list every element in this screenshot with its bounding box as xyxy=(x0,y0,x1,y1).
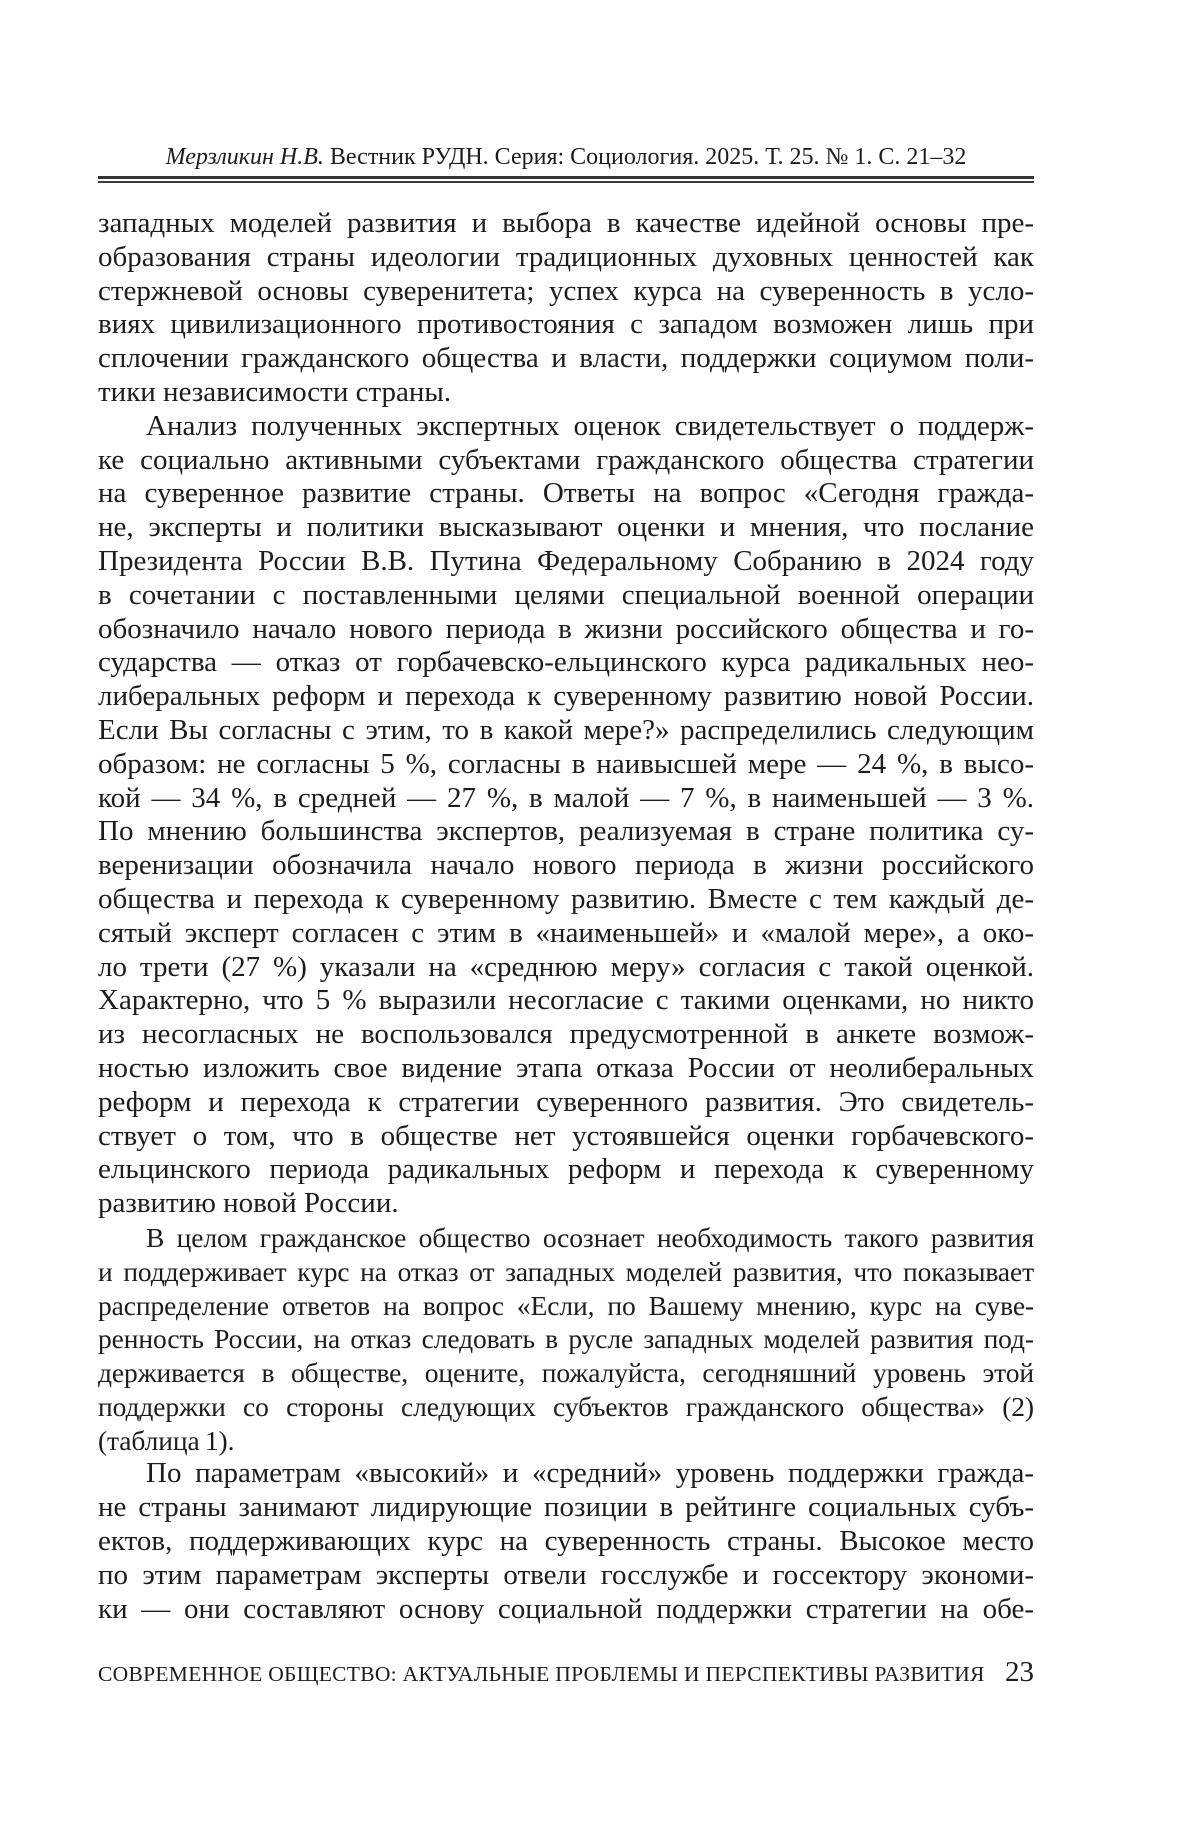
body-line: и поддерживает курс на отказ от западных моделей развития, что показывает xyxy=(98,1255,1034,1287)
body-line: сятый эксперт согласен с этим в «наименьшей» и «малой мере», а око- xyxy=(98,916,1034,949)
body-line: в сочетании с поставленными целями специальной военной операции xyxy=(98,578,1034,611)
body-line: на суверенное развитие страны. Ответы на вопрос «Сегодня гражда- xyxy=(98,477,1034,510)
body-line: распределение ответов на вопрос «Если, по Вашему мнению, курс на суве- xyxy=(98,1289,1034,1321)
header-rule xyxy=(98,176,1034,183)
body-line: ствует о том, что в обществе нет устоявшейся оценки горбачевского- xyxy=(98,1119,1034,1152)
body-line: ки — они составляют основу социальной поддержки стратегии на обе- xyxy=(98,1592,1034,1625)
body-line: стержневой основы суверенитета; успех курса на суверенность в усло- xyxy=(98,274,1034,307)
body-line: По мнению большинства экспертов, реализуемая в стране политика су- xyxy=(98,815,1034,848)
body-line: не страны занимают лидирующие позиции в рейтинге социальных субъ- xyxy=(98,1491,1034,1524)
body-line: По параметрам «высокий» и «средний» уровень поддержки гражда- xyxy=(146,1457,1034,1490)
body-line: В целом гражданское общество осознает необходимость такого развития xyxy=(146,1221,1034,1253)
body-line: поддержки со стороны следующих субъектов гражданского общества» (2) xyxy=(98,1390,1034,1422)
page-footer xyxy=(98,1656,1034,1689)
body-line: ностью изложить свое видение этапа отказа России от неолиберальных xyxy=(98,1051,1034,1084)
body-line: ке социально активными субъектами гражданского общества стратегии xyxy=(98,443,1034,476)
body-line: виях цивилизационного противостояния с западом возможен лишь при xyxy=(98,308,1034,341)
body-line: образования страны идеологии традиционных духовных ценностей как xyxy=(98,240,1034,273)
footer-section-title: СОВРЕМЕННОЕ ОБЩЕСТВО: АКТУАЛЬНЫЕ ПРОБЛЕМЫ И ПЕРСПЕКТИВЫ РАЗВИТИЯ xyxy=(98,1662,985,1686)
footer-page-number: 23 xyxy=(1005,1656,1034,1688)
body-line: не, эксперты и политики высказывают оценки и мнения, что послание xyxy=(98,511,1034,544)
body-line: развитию новой России. xyxy=(98,1187,399,1220)
body-line: обозначило начало нового периода в жизни российского общества и го- xyxy=(98,612,1034,645)
body-line: тики независимости страны. xyxy=(98,375,452,408)
running-header-citation: Вестник РУДН. Серия: Социология. 2025. Т. 25. № 1. С. 21–32 xyxy=(323,144,967,170)
body-line: ренность России, на отказ следовать в русле западных моделей развития под- xyxy=(98,1323,1034,1355)
running-header-author: Мерзликин Н.В. xyxy=(165,144,324,170)
body-line: из несогласных не воспользовался предусмотренной в анкете возмож- xyxy=(98,1018,1034,1051)
body-line: либеральных реформ и перехода к суверенному развитию новой России. xyxy=(98,680,1034,713)
body-line: сударства — отказ от горбачевско-ельцинского курса радикальных нео- xyxy=(98,646,1034,679)
body-line: кой — 34 %, в средней — 27 %, в малой — 7 %, в наименьшей — 3 %. xyxy=(98,781,1034,814)
body-line: ектов, поддерживающих курс на суверенность страны. Высокое место xyxy=(98,1525,1034,1558)
body-line: образом: не согласны 5 %, согласны в наивысшей мере — 24 %, в высо- xyxy=(98,747,1034,780)
running-header xyxy=(98,143,1034,171)
body-line: реформ и перехода к стратегии суверенного развития. Это свидетель- xyxy=(98,1085,1034,1118)
body-line: Характерно, что 5 % выразили несогласие с такими оценками, но никто xyxy=(98,984,1034,1017)
body-line: Президента России В.В. Путина Федеральному Собранию в 2024 году xyxy=(98,544,1034,577)
body-text xyxy=(98,207,1034,1626)
body-line: по этим параметрам эксперты отвели госслужбе и госсектору экономи- xyxy=(98,1558,1034,1591)
body-line: веренизации обозначила начало нового периода в жизни российского xyxy=(98,849,1034,882)
body-line: ло трети (27 %) указали на «среднюю меру» согласия с такой оценкой. xyxy=(98,950,1034,983)
body-line: ельцинского периода радикальных реформ и перехода к суверенному xyxy=(98,1153,1034,1186)
body-line: Если Вы согласны с этим, то в какой мере?» распределились следующим xyxy=(98,713,1034,746)
body-line: сплочении гражданского общества и власти, поддержки социумом поли- xyxy=(98,342,1034,375)
body-line: Анализ полученных экспертных оценок свидетельствует о поддерж- xyxy=(146,409,1034,442)
body-line: держивается в обществе, оцените, пожалуйста, сегодняшний уровень этой xyxy=(98,1357,1034,1389)
body-line: (таблица 1). xyxy=(98,1424,235,1456)
body-line: общества и перехода к суверенному развитию. Вместе с тем каждый де- xyxy=(98,882,1034,915)
body-line: западных моделей развития и выбора в качестве идейной основы пре- xyxy=(98,207,1034,239)
